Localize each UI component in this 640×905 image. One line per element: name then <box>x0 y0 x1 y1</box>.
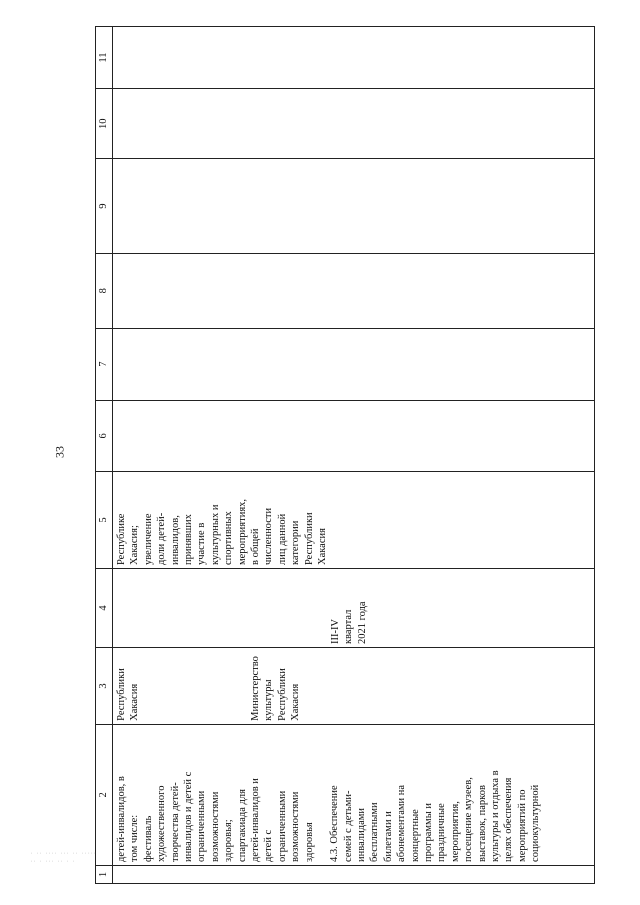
header-col-1: 1 <box>96 865 113 883</box>
row1-executor: Республики Хакасия <box>116 668 141 721</box>
row2-deadline: III-IV квартал 2021 года <box>330 601 368 645</box>
cell-col-5 <box>113 471 595 568</box>
table-row <box>113 27 595 884</box>
program-table <box>95 26 595 884</box>
cell-col-2 <box>113 724 595 865</box>
cell-col-6 <box>113 400 595 471</box>
cell-col-3 <box>113 648 595 725</box>
row2-executor: Министерство культуры Республики Хакасия <box>249 656 302 721</box>
header-col-11: 11 <box>96 27 113 89</box>
header-col-10: 10 <box>96 89 113 159</box>
cell-col-1 <box>113 865 595 883</box>
cell-col-9 <box>113 159 595 254</box>
row2-description: 4.3. Обеспечение семей с детьми- инвалидами бесплатными билетами и абонементами на концертные программы и праздничные мероприятия, посещение музеев, выставок, парков культуры и отдыха в целях обеспечения мероприятий по социокультурной <box>329 770 542 862</box>
row1-result: Республике Хакасия; увеличение доли детей- инвалидов, принявших участие в культурных и спортивных мероприятиях, в общей численности лиц данной категории Республики Хакасия <box>116 498 329 566</box>
row1-description: детей-инвалидов, в том числе: фестиваль художественного творчества детей- инвалидов и детей с ограниченными возможностями здоровья; спартакиада для детей-инвалидов и детей с ограниченными возможностями здоровья <box>116 771 315 862</box>
header-col-9: 9 <box>96 159 113 254</box>
header-row <box>96 27 113 884</box>
rotated-page <box>95 26 595 884</box>
header-col-3: 3 <box>96 648 113 725</box>
page-number: 33 <box>52 446 67 458</box>
table-wrapper <box>95 26 595 884</box>
cell-col-4 <box>113 569 595 648</box>
header-col-4: 4 <box>96 569 113 648</box>
header-col-7: 7 <box>96 328 113 400</box>
cell-col-10 <box>113 89 595 159</box>
header-col-5: 5 <box>96 471 113 568</box>
scan-artifact: · ·· ···· ··· ·· ····· ·· · ··· ·· · · <box>30 851 97 865</box>
cell-col-11 <box>113 27 595 89</box>
header-col-6: 6 <box>96 400 113 471</box>
header-col-8: 8 <box>96 254 113 329</box>
cell-col-7 <box>113 328 595 400</box>
header-col-2: 2 <box>96 724 113 865</box>
cell-col-8 <box>113 254 595 329</box>
